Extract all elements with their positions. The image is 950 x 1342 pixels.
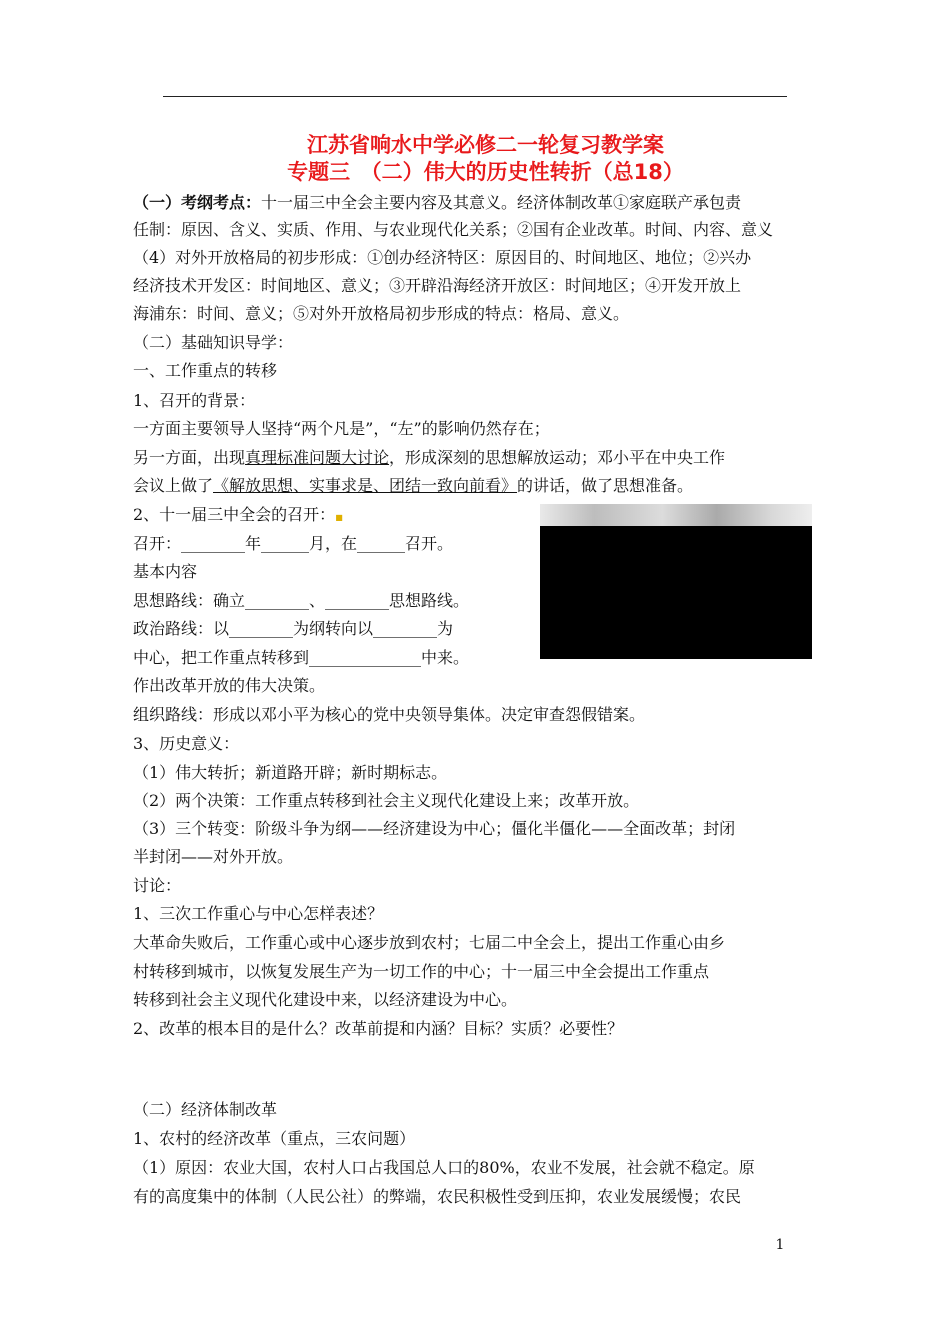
significance-3b: 半封闭——对外开放。 — [133, 847, 294, 866]
convene-line: 召开：________年______月，在______召开。 — [133, 534, 454, 553]
politics-line-2: 中心，把工作重点转移到______________中来。 — [133, 648, 470, 667]
syllabus-line-2: 任制：原因、含义、实质、作用、与农业现代化关系；②国有企业改革。时间、内容、意义 — [133, 220, 774, 239]
reason-line-1: （1）原因：农业大国，农村人口占我国总人口的80%，农业不发展，社会就不稳定。原 — [133, 1158, 755, 1177]
syllabus-line-1: （一）考纲考点：十一届三中全会主要内容及其意义。经济体制改革①家庭联产承包责 — [133, 193, 742, 212]
question-1: 1、三次工作重心与中心怎样表述？ — [133, 904, 384, 923]
basics-heading: （二）基础知识导学： — [133, 333, 294, 352]
question-2: 2、改革的根本目的是什么？改革前提和内涵？目标？实质？必要性？ — [133, 1019, 624, 1038]
background-line-3: 会议上做了《解放思想、实事求是、团结一致向前看》的讲话，做了思想准备。 — [133, 476, 694, 495]
page-number: 1 — [775, 1237, 785, 1253]
politics-line-1: 政治路线：以________为纲转向以________为 — [133, 619, 454, 638]
syllabus-line-5: 海浦东：时间、意义；⑤对外开放格局初步形成的特点：格局、意义。 — [133, 304, 630, 323]
background-line-1: 一方面主要领导人坚持“两个凡是”，“左”的影响仍然存在； — [133, 419, 550, 438]
discussion-heading: 讨论： — [133, 876, 182, 895]
plenum-heading: 2、十一届三中全会的召开：■ — [133, 505, 343, 524]
ideology-line: 思想路线：确立________、________思想路线。 — [133, 591, 470, 610]
newspaper-photo — [540, 504, 812, 659]
answer-1-line-2: 村转移到城市，以恢复发展生产为一切工作的中心；十一届三中全会提出工作重点 — [133, 962, 710, 981]
photo-header-strip — [540, 504, 812, 526]
document-subtitle: 专题三 （二）伟大的历史性转折（总18） — [287, 160, 684, 184]
syllabus-line-4: 经济技术开发区：时间地区、意义；③开辟沿海经济开放区：时间地区；④开发开放上 — [133, 276, 742, 295]
background-heading: 1、召开的背景： — [133, 391, 256, 410]
marker-icon: ■ — [335, 513, 343, 522]
syllabus-line-3: （4）对外开放格局的初步形成：①创办经济特区：原因目的、时间地区、地位；②兴办 — [133, 248, 752, 267]
rural-reform-heading: 1、农村的经济改革（重点，三农问题） — [133, 1129, 416, 1148]
content-heading: 基本内容 — [133, 562, 198, 581]
background-line-2: 另一方面，出现真理标准问题大讨论，形成深刻的思想解放运动；邓小平在中央工作 — [133, 448, 726, 467]
significance-2: （2）两个决策：工作重点转移到社会主义现代化建设上来；改革开放。 — [133, 791, 640, 810]
syllabus-label: （一）考纲考点： — [133, 193, 262, 212]
header-rule — [163, 96, 787, 97]
speech-title: 《解放思想、实事求是、团结一致向前看》 — [213, 476, 518, 495]
significance-1: （1）伟大转折；新道路开辟；新时期标志。 — [133, 763, 448, 782]
reason-line-2: 有的高度集中的体制（人民公社）的弊端，农民积极性受到压抑，农业发展缓慢；农民 — [133, 1187, 742, 1206]
significance-heading: 3、历史意义： — [133, 734, 240, 753]
section-1-heading: 一、工作重点的转移 — [133, 361, 278, 380]
truth-criterion-debate: 真理标准问题大讨论 — [245, 448, 390, 467]
significance-3a: （3）三个转变：阶级斗争为纲——经济建设为中心；僵化半僵化——全面改革；封闭 — [133, 819, 736, 838]
organization-line: 组织路线：形成以邓小平为核心的党中央领导集体。决定审查怨假错案。 — [133, 705, 646, 724]
answer-1-line-3: 转移到社会主义现代化建设中来，以经济建设为中心。 — [133, 990, 518, 1009]
answer-1-line-1: 大革命失败后，工作重心或中心逐步放到农村；七届二中全会上，提出工作重心由乡 — [133, 933, 726, 952]
decision-line: 作出改革开放的伟大决策。 — [133, 676, 326, 695]
document-title: 江苏省响水中学必修二一轮复习教学案 — [307, 133, 664, 157]
section-2-heading: （二）经济体制改革 — [133, 1100, 278, 1119]
